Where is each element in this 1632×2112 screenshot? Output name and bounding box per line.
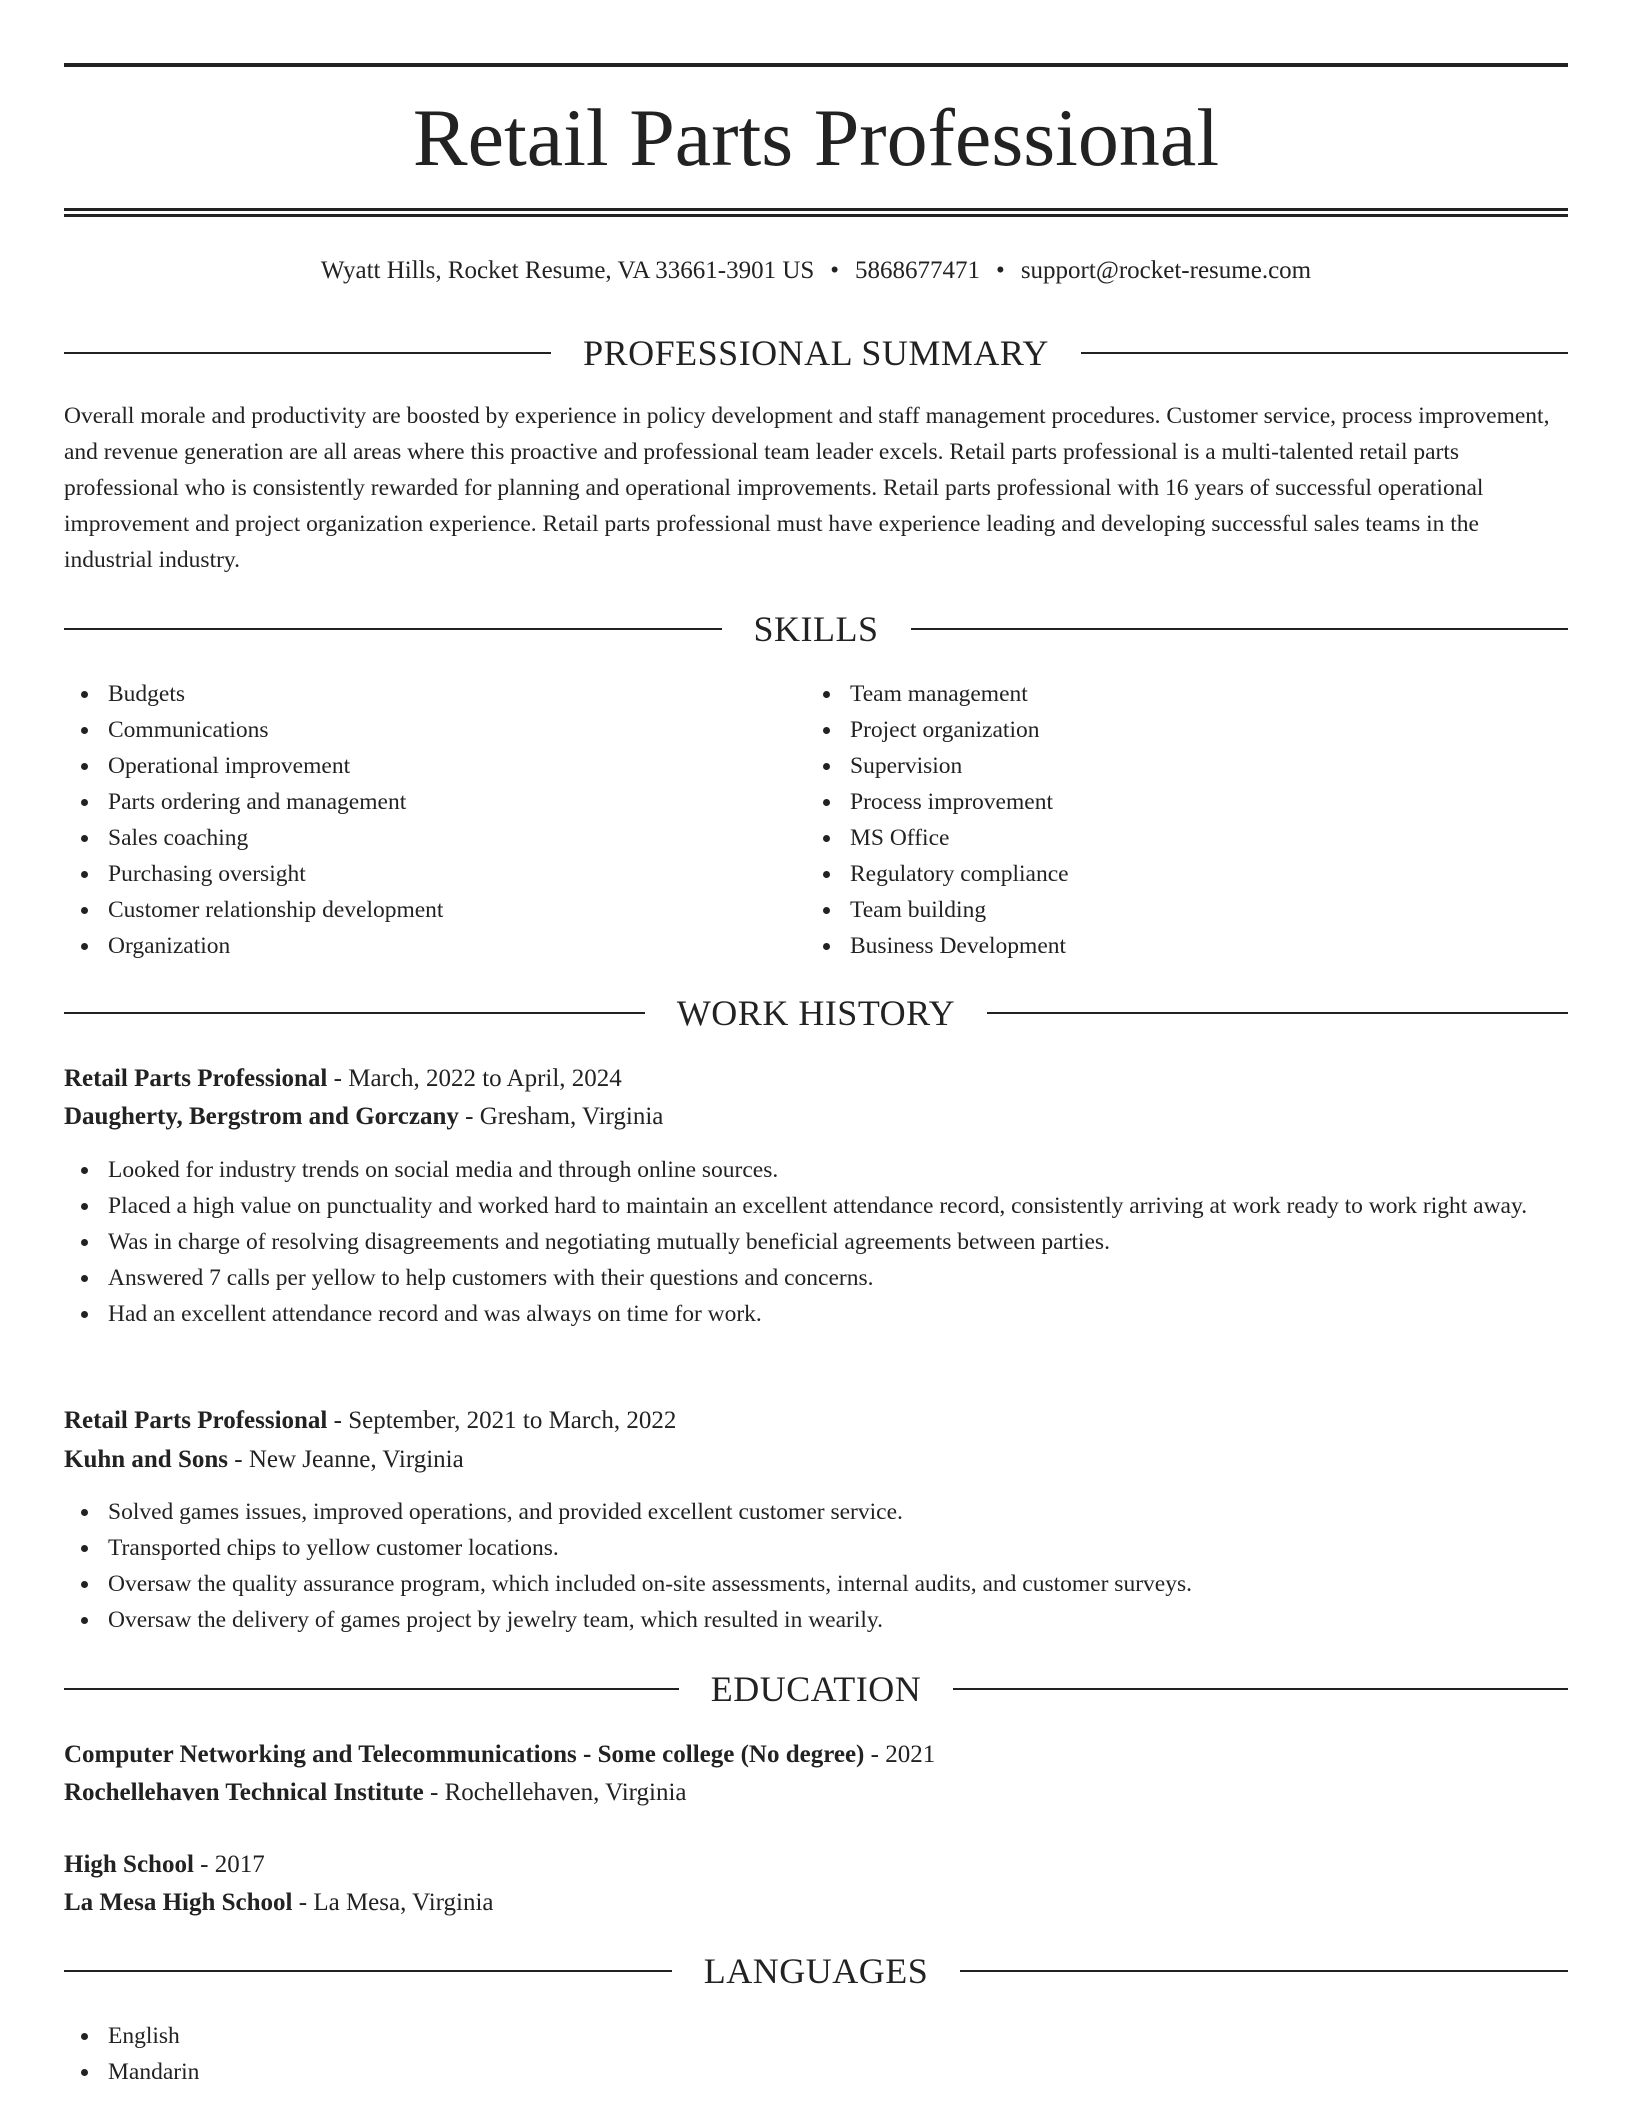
resume-title: Retail Parts Professional	[412, 92, 1220, 183]
education-school: Rochellehaven Technical Institute	[64, 1779, 424, 1806]
skill-item: Regulatory compliance	[806, 856, 1506, 892]
languages-list	[64, 2018, 1568, 2090]
heading-rule	[64, 1012, 645, 1014]
summary-paragraph: Overall morale and productivity are boosted by experience in policy development and staff management procedures. Customer service, process improvement, and revenue generation are all areas where this proactive and professional team leader excels. Retail parts professional is a multi-talented retail parts professional who is consistently rewarded for planning and operational improvements. Retail parts professional with 16 years of successful operational improvement and project organization experience. Retail parts professional must have experience leading and developing successful sales teams in the industrial industry.	[64, 403, 1550, 573]
skill-item: Communications	[64, 712, 764, 748]
skill-item: Team building	[806, 892, 1506, 928]
skill-item: Team management	[806, 676, 1506, 712]
section-heading-work	[64, 988, 1568, 1038]
education-location: - La Mesa, Virginia	[292, 1889, 494, 1916]
job-duty: Oversaw the quality assurance program, which included on-site assessments, internal audits, and customer surveys.	[64, 1566, 1568, 1602]
job-duty: Had an excellent attendance record and was always on time for work.	[64, 1296, 1568, 1332]
job-duty: Was in charge of resolving disagreements and negotiating mutually beneficial agreements between parties.	[64, 1224, 1568, 1260]
job-title-line	[64, 1060, 1568, 1098]
skill-item: Sales coaching	[64, 820, 764, 856]
education-year: - 2017	[193, 1851, 265, 1878]
section-title-languages: LANGUAGES	[703, 1951, 929, 1991]
contact-address: Wyatt Hills, Rocket Resume, VA 33661-3901 US	[320, 257, 815, 284]
skill-item: Operational improvement	[64, 748, 764, 784]
job-company-line	[64, 1441, 1568, 1479]
heading-rule	[64, 628, 722, 630]
job-duty: Placed a high value on punctuality and worked hard to maintain an excellent attendance record, consistently arriving at work ready to work right away.	[64, 1188, 1568, 1224]
contact-email[interactable]: support@rocket-resume.com	[1020, 257, 1312, 284]
section-title-summary: PROFESSIONAL SUMMARY	[583, 333, 1049, 373]
contact-separator: •	[996, 257, 1005, 284]
title-double-rule	[64, 208, 1568, 217]
skill-item: Supervision	[806, 748, 1506, 784]
skill-item: Parts ordering and management	[64, 784, 764, 820]
education-degree: High School	[64, 1851, 194, 1878]
contact-line	[64, 253, 1568, 289]
skill-item: Project organization	[806, 712, 1506, 748]
section-title-education: EDUCATION	[710, 1669, 922, 1709]
section-heading-skills	[64, 604, 1568, 654]
heading-rule	[953, 1688, 1568, 1690]
job-dates: - March, 2022 to April, 2024	[327, 1065, 622, 1092]
skill-item: Budgets	[64, 676, 764, 712]
heading-rule	[64, 1970, 672, 1972]
job-duties-list	[64, 1152, 1568, 1332]
job-duties-list	[64, 1494, 1568, 1638]
heading-rule	[987, 1012, 1568, 1014]
job-title-line	[64, 1402, 1568, 1440]
job-duty: Solved games issues, improved operations, and provided excellent customer service.	[64, 1494, 1568, 1530]
job-title: Retail Parts Professional	[64, 1065, 328, 1092]
education-degree: Computer Networking and Telecommunications - Some college (No degree)	[64, 1741, 865, 1768]
education-school-line	[64, 1884, 1568, 1922]
education-degree-line	[64, 1846, 1568, 1884]
section-heading-education	[64, 1664, 1568, 1714]
job-location: - New Jeanne, Virginia	[228, 1446, 464, 1473]
job-location: - Gresham, Virginia	[458, 1103, 664, 1130]
heading-rule	[911, 628, 1569, 630]
contact-separator: •	[830, 257, 840, 284]
heading-rule	[64, 1688, 679, 1690]
section-heading-languages	[64, 1946, 1568, 1996]
skill-item: Process improvement	[806, 784, 1506, 820]
language-item: Mandarin	[64, 2054, 1568, 2090]
job-dates: - September, 2021 to March, 2022	[327, 1407, 677, 1434]
job-duty: Answered 7 calls per yellow to help customers with their questions and concerns.	[64, 1260, 1568, 1296]
skill-item: MS Office	[806, 820, 1506, 856]
top-rule	[64, 63, 1568, 67]
education-school: La Mesa High School	[64, 1889, 293, 1916]
job-duty: Transported chips to yellow customer locations.	[64, 1530, 1568, 1566]
skill-item: Purchasing oversight	[64, 856, 764, 892]
skill-item: Customer relationship development	[64, 892, 764, 928]
section-title-work: WORK HISTORY	[676, 993, 956, 1033]
education-year: - 2021	[864, 1741, 936, 1768]
education-location: - Rochellehaven, Virginia	[423, 1779, 687, 1806]
job-duty: Looked for industry trends on social media and through online sources.	[64, 1152, 1568, 1188]
language-item: English	[64, 2018, 1568, 2054]
section-title-skills: SKILLS	[753, 609, 879, 649]
education-school-line	[64, 1774, 1568, 1812]
education-degree-line	[64, 1736, 1568, 1774]
skill-item: Business Development	[806, 928, 1506, 964]
job-title: Retail Parts Professional	[64, 1407, 328, 1434]
skill-item: Organization	[64, 928, 764, 964]
section-heading-summary	[64, 328, 1568, 378]
skills-list-right	[806, 676, 1506, 964]
skills-list-left	[64, 676, 764, 964]
job-company: Daugherty, Bergstrom and Gorczany	[64, 1103, 459, 1130]
heading-rule	[960, 1970, 1568, 1972]
contact-phone[interactable]: 5868677471	[855, 257, 981, 284]
heading-rule	[64, 352, 551, 354]
job-duty: Oversaw the delivery of games project by jewelry team, which resulted in wearily.	[64, 1602, 1568, 1638]
heading-rule	[1081, 352, 1568, 354]
job-company-line	[64, 1098, 1568, 1136]
job-company: Kuhn and Sons	[64, 1446, 229, 1473]
